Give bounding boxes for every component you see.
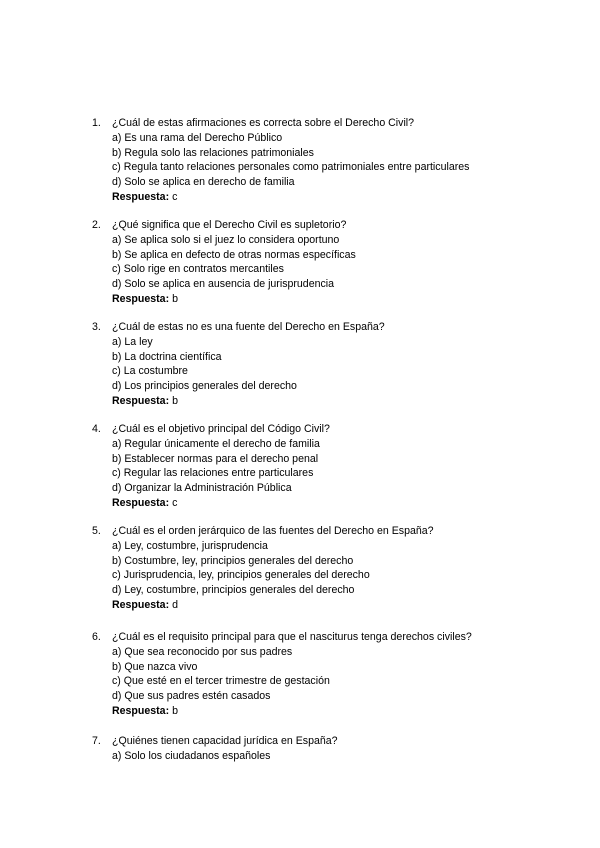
- question-text: ¿Cuál es el orden jerárquico de las fuentes del Derecho en España?: [112, 525, 434, 537]
- option-d: d) Los principios generales del derecho: [112, 380, 297, 393]
- answer-label: Respuesta:: [112, 704, 170, 717]
- option-a: a) Es una rama del Derecho Público: [112, 132, 283, 144]
- option-a: a) Se aplica solo si el juez lo considera oportuno: [112, 234, 340, 246]
- answer-value: c: [172, 496, 178, 509]
- question-header: [92, 734, 572, 749]
- option-c: c) Que esté en el tercer trimestre de gestación: [112, 675, 330, 688]
- question-header: [92, 422, 572, 437]
- option-c: c) Regula tanto relaciones personales como patrimoniales entre particulares: [112, 161, 470, 174]
- question-number: 6.: [92, 631, 101, 643]
- option-b: b) Regula solo las relaciones patrimoniales: [112, 146, 314, 159]
- question-text: ¿Cuál es el requisito principal para que el nasciturus tenga derechos civiles?: [112, 631, 472, 643]
- option-b: b) Se aplica en defecto de otras normas específicas: [112, 248, 356, 261]
- question-number: 5.: [92, 525, 101, 537]
- option-b: b) La doctrina científica: [112, 350, 222, 363]
- option-c: c) La costumbre: [112, 365, 188, 378]
- question-4: [92, 422, 572, 511]
- option-c: c) Regular las relaciones entre particulares: [112, 467, 314, 480]
- answer-value: b: [172, 292, 178, 305]
- question-text: ¿Qué significa que el Derecho Civil es supletorio?: [112, 219, 347, 231]
- answer-line: [92, 394, 572, 409]
- option-d: d) Organizar la Administración Pública: [112, 482, 292, 495]
- answer-line: [92, 190, 572, 205]
- option-a: a) Regular únicamente el derecho de familia: [112, 438, 320, 450]
- question-number: 4.: [92, 423, 101, 435]
- answer-line: [92, 704, 572, 719]
- answer-line: [92, 292, 572, 307]
- answer-value: b: [172, 394, 178, 407]
- answer-label: Respuesta:: [112, 190, 170, 203]
- question-6: [92, 630, 572, 719]
- question-2: [92, 218, 572, 307]
- question-header: [92, 524, 572, 539]
- option-c: c) Solo rige en contratos mercantiles: [112, 263, 284, 276]
- question-number: 3.: [92, 321, 101, 333]
- question-header: [92, 116, 572, 131]
- option-d: d) Solo se aplica en derecho de familia: [112, 176, 295, 189]
- answer-label: Respuesta:: [112, 598, 170, 611]
- question-number: 7.: [92, 735, 101, 747]
- question-header: [92, 630, 572, 645]
- question-number: 2.: [92, 219, 101, 231]
- question-text: ¿Cuál de estas afirmaciones es correcta sobre el Derecho Civil?: [112, 117, 415, 129]
- option-d: d) Que sus padres estén casados: [112, 690, 271, 703]
- option-d: d) Ley, costumbre, principios generales del derecho: [112, 584, 355, 597]
- option-b: b) Establecer normas para el derecho penal: [112, 452, 319, 465]
- option-b: b) Costumbre, ley, principios generales del derecho: [112, 554, 354, 567]
- answer-label: Respuesta:: [112, 292, 170, 305]
- question-number: 1.: [92, 117, 101, 129]
- answer-line: [92, 598, 572, 613]
- question-text: ¿Cuál de estas no es una fuente del Derecho en España?: [112, 321, 385, 333]
- question-1: [92, 116, 572, 205]
- question-5: [92, 524, 572, 613]
- option-b: b) Que nazca vivo: [112, 660, 198, 673]
- option-a: a) Que sea reconocido por sus padres: [112, 646, 293, 658]
- question-7: [92, 734, 572, 764]
- answer-label: Respuesta:: [112, 394, 170, 407]
- answer-label: Respuesta:: [112, 496, 170, 509]
- question-text: ¿Quiénes tienen capacidad jurídica en España?: [112, 735, 338, 747]
- question-3: [92, 320, 572, 409]
- answer-value: c: [172, 190, 178, 203]
- question-header: [92, 320, 572, 335]
- question-text: ¿Cuál es el objetivo principal del Código Civil?: [112, 423, 330, 435]
- answer-value: d: [172, 598, 178, 611]
- option-c: c) Jurisprudencia, ley, principios generales del derecho: [112, 569, 370, 582]
- option-a: a) Ley, costumbre, jurisprudencia: [112, 540, 268, 552]
- answer-value: b: [172, 704, 178, 717]
- answer-line: [92, 496, 572, 511]
- option-a: a) Solo los ciudadanos españoles: [112, 750, 271, 762]
- option-a: a) La ley: [112, 336, 153, 348]
- question-header: [92, 218, 572, 233]
- option-d: d) Solo se aplica en ausencia de jurisprudencia: [112, 278, 335, 291]
